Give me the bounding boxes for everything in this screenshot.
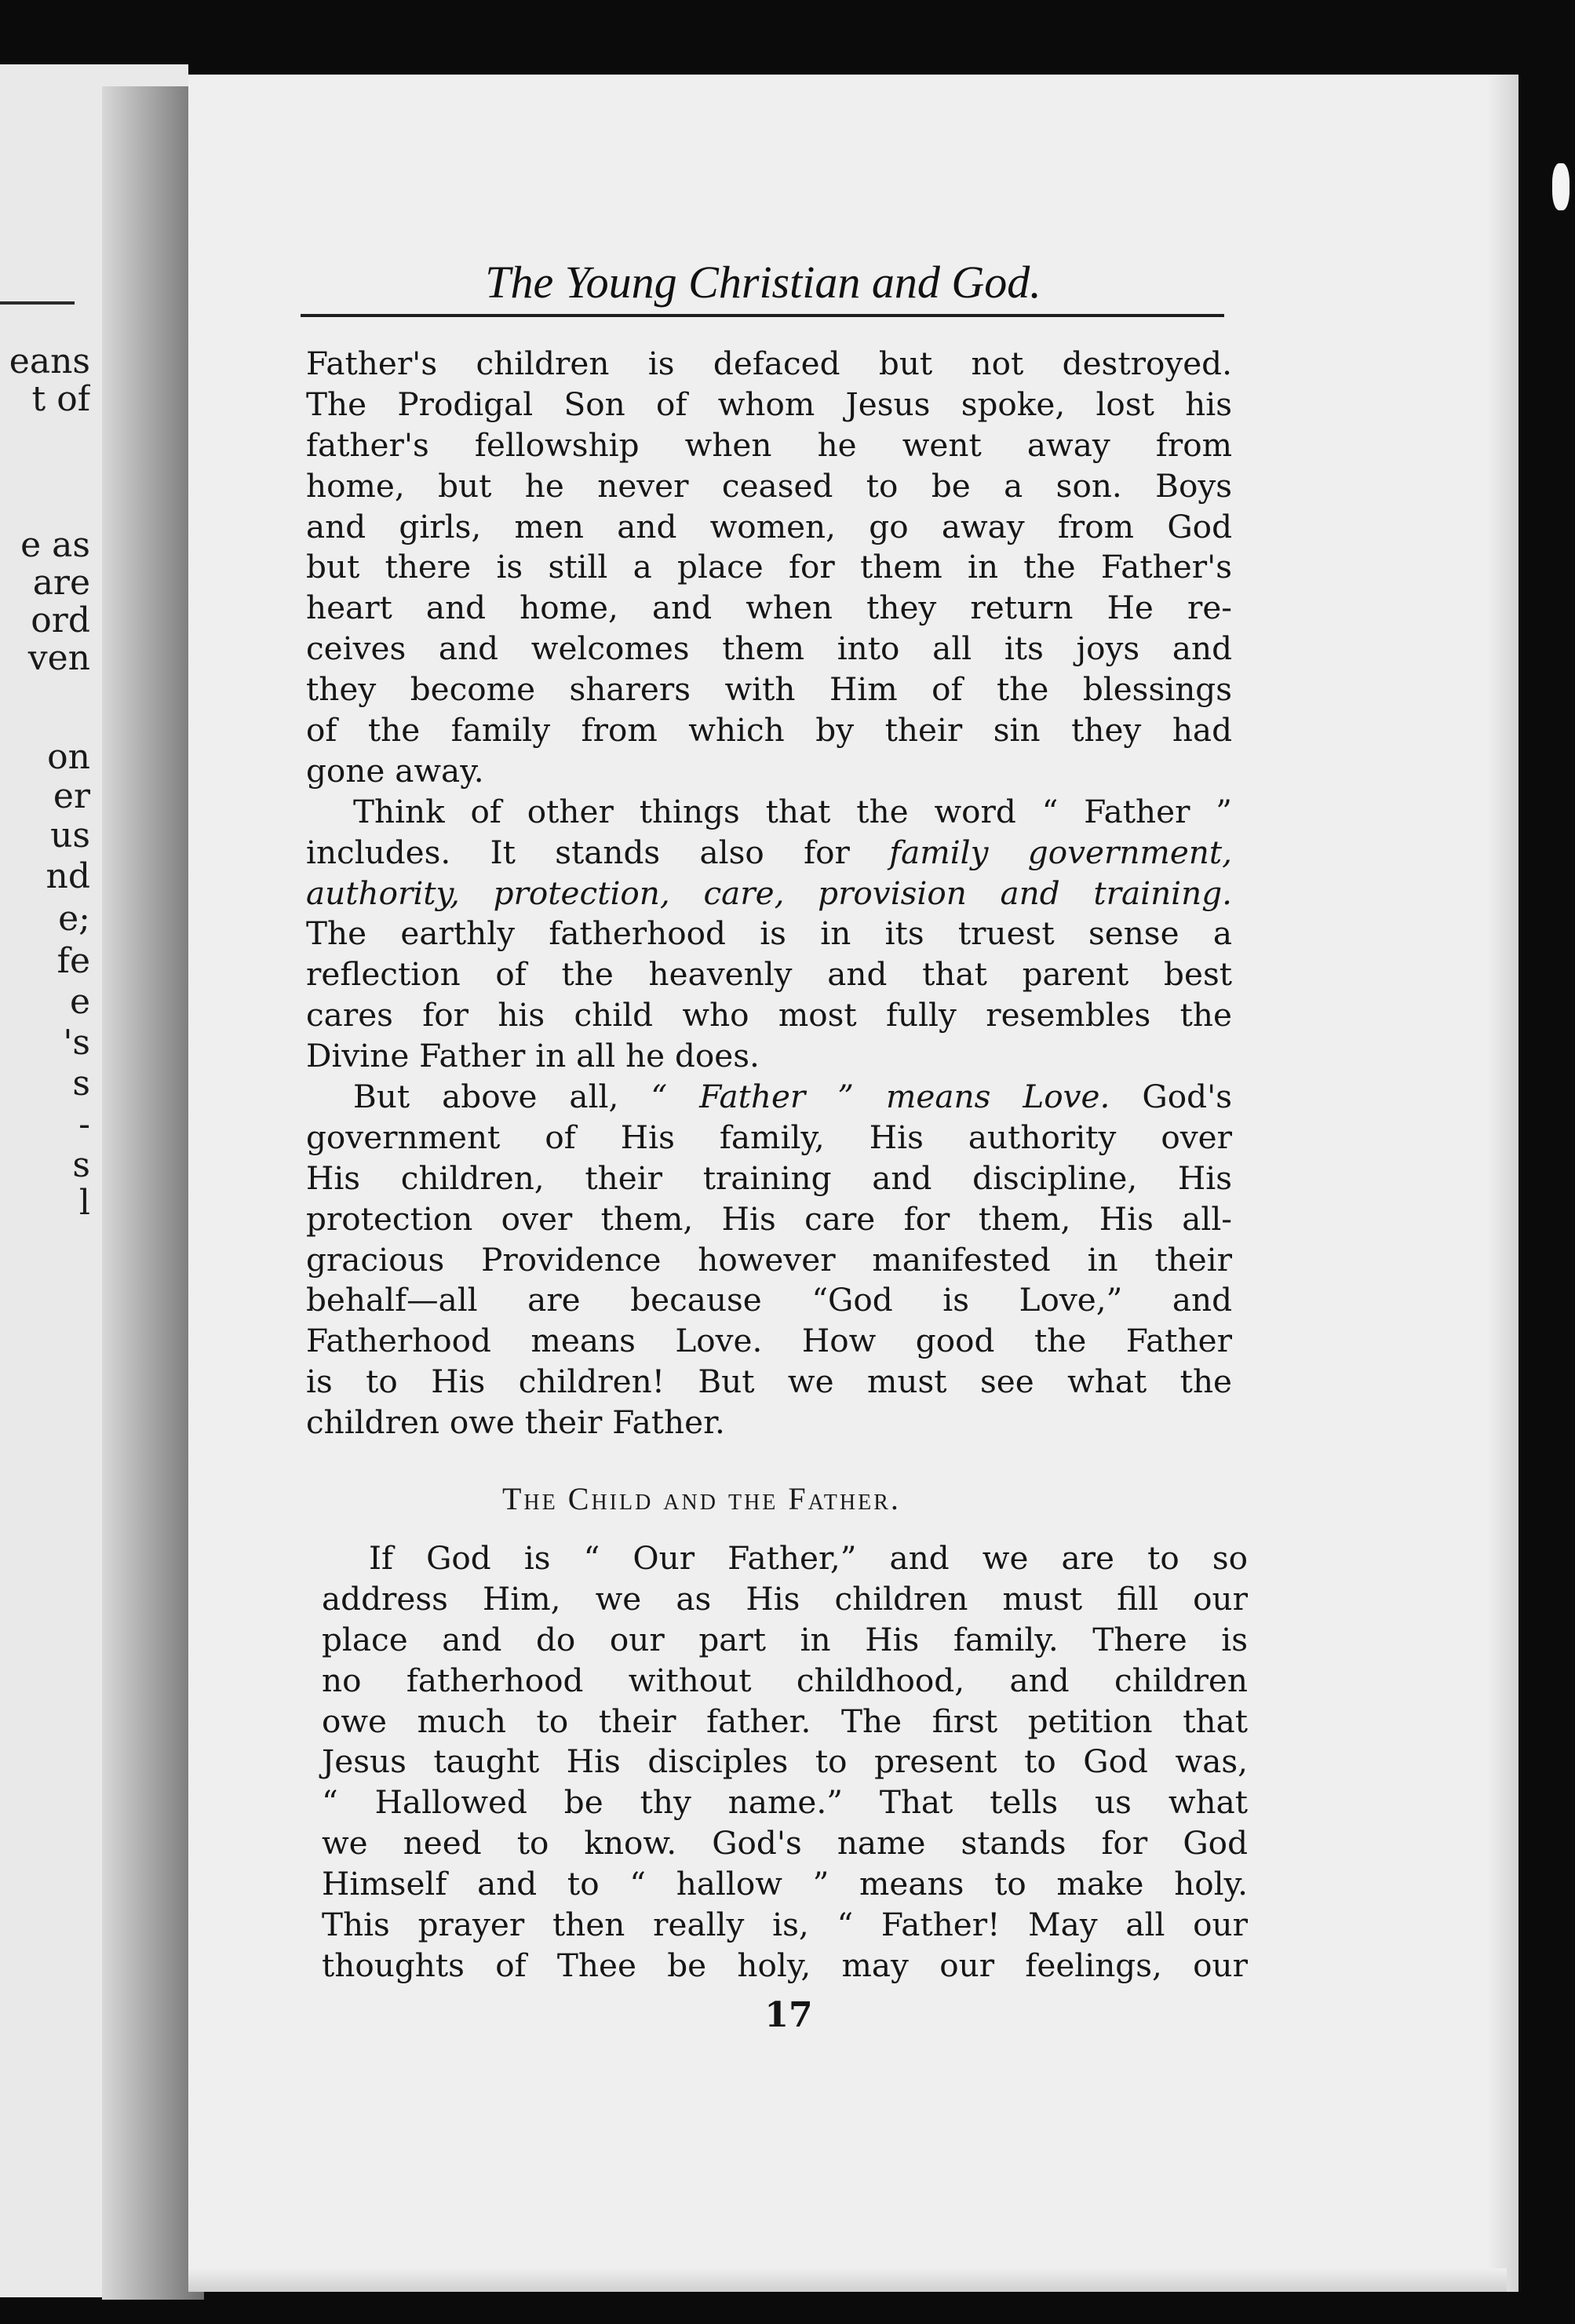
- page-number: 17: [764, 1995, 813, 2035]
- facing-page-fragment: e as: [20, 526, 90, 565]
- text-line: gone away.: [306, 751, 484, 790]
- text-line: they become sharers with Him of the blessings: [306, 670, 1232, 709]
- text-line: father's fellowship when he went away from: [306, 425, 1232, 464]
- text-line: The Prodigal Son of whom Jesus spoke, lost his: [306, 385, 1232, 423]
- italic-run: “ Father ” means Love.: [651, 1078, 1110, 1116]
- section-body-text: [322, 1538, 1248, 1987]
- text-line: gracious Providence however manifested in their: [306, 1240, 1232, 1279]
- text-line: place and do our part in His family. There is: [322, 1620, 1248, 1658]
- facing-page-fragment: e;: [58, 899, 90, 939]
- facing-page-fragment: l: [78, 1184, 90, 1223]
- facing-page-fragment: -: [78, 1105, 90, 1144]
- text-line: Himself and to “ hallow ” means to make holy.: [322, 1865, 1248, 1903]
- text-line: address Him, we as His children must fill our: [322, 1579, 1248, 1618]
- text-line: ceives and welcomes them into all its joys and: [306, 629, 1232, 668]
- text-line: but there is still a place for them in the Father's: [306, 548, 1232, 586]
- text-run: includes. It stands also for: [306, 833, 850, 871]
- facing-page-fragment: are: [32, 564, 90, 603]
- text-line: children owe their Father.: [306, 1403, 725, 1442]
- text-line: is to His children! But we must see what the: [306, 1363, 1232, 1401]
- page-edge-shadow: [1487, 75, 1518, 2292]
- text-line: protection over them, His care for them, His all-: [306, 1199, 1232, 1238]
- facing-page-fragment: er: [53, 777, 90, 816]
- facing-page-fragment: 's: [63, 1023, 90, 1063]
- text-line: Fatherhood means Love. How good the Father: [306, 1322, 1232, 1360]
- facing-page-fragment: s: [72, 1064, 90, 1104]
- text-run: But above all,: [353, 1078, 619, 1116]
- facing-page-fragment: t of: [31, 380, 90, 419]
- facing-page-fragment: ven: [27, 639, 90, 678]
- facing-page-fragment: on: [47, 738, 90, 777]
- text-line: heart and home, and when they return He re-: [306, 589, 1232, 627]
- text-line: government of His family, His authority over: [306, 1118, 1232, 1156]
- text-line: of the family from which by their sin they had: [306, 711, 1232, 750]
- text-line: If God is “ Our Father,” and we are to so: [369, 1539, 1248, 1577]
- header-rule: [301, 314, 1224, 317]
- text-line: Jesus taught His disciples to present to God was,: [322, 1742, 1248, 1781]
- italic-run: family government,: [889, 833, 1233, 871]
- facing-page-fragment: ord: [31, 601, 90, 640]
- text-line: [306, 874, 1232, 914]
- text-line: His children, their training and discipline, His: [306, 1158, 1232, 1197]
- text-line: Think of other things that the word “ Father ”: [353, 792, 1232, 830]
- text-line: we need to know. God's name stands for God: [322, 1824, 1248, 1862]
- text-line: [306, 1077, 1232, 1118]
- facing-page-fragment: us: [50, 816, 90, 856]
- italic-run: authority, protection, care, provision and training.: [306, 874, 1232, 912]
- running-title: The Young Christian and God.: [485, 257, 1041, 308]
- facing-page-fragment: nd: [46, 857, 90, 896]
- facing-page-fragment: s: [72, 1146, 90, 1185]
- text-line: This prayer then really is, “ Father! May all our: [322, 1906, 1248, 1944]
- facing-page-fragment: e: [69, 983, 90, 1022]
- page-bottom-shadow: [188, 2268, 1507, 2292]
- facing-page-rule: [0, 301, 75, 305]
- body-text: [306, 344, 1232, 1443]
- text-run: God's: [1142, 1078, 1233, 1116]
- text-line: [306, 833, 1232, 874]
- text-line: behalf—all are because “God is Love,” and: [306, 1281, 1232, 1319]
- text-line: thoughts of Thee be holy, may our feelings, our: [322, 1946, 1248, 1984]
- facing-page-fragment: eans: [9, 342, 90, 381]
- text-line: reflection of the heavenly and that parent best: [306, 955, 1232, 994]
- text-line: “ Hallowed be thy name.” That tells us what: [322, 1783, 1248, 1822]
- scan-artifact: [1552, 163, 1570, 210]
- text-line: and girls, men and women, go away from God: [306, 507, 1232, 545]
- text-line: owe much to their father. The first petition that: [322, 1702, 1248, 1740]
- text-line: The earthly fatherhood is in its truest sense a: [306, 914, 1232, 953]
- text-line: Divine Father in all he does.: [306, 1037, 760, 1075]
- text-line: no fatherhood without childhood, and children: [322, 1661, 1248, 1699]
- text-line: cares for his child who most fully resembles the: [306, 996, 1232, 1034]
- section-heading: The Child and the Father.: [502, 1481, 901, 1516]
- facing-page-fragment: fe: [57, 942, 90, 981]
- text-line: home, but he never ceased to be a son. Boys: [306, 466, 1232, 505]
- text-line: Father's children is defaced but not destroyed.: [306, 345, 1232, 382]
